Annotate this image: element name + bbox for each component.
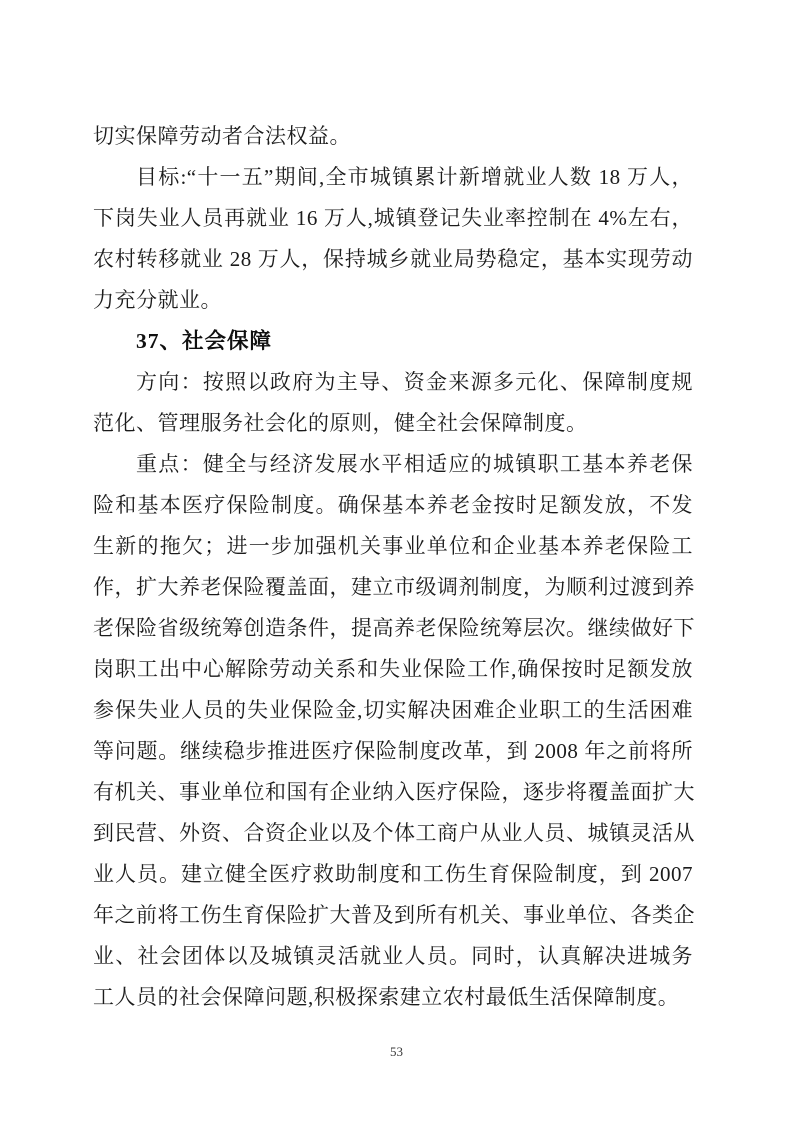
text-line: 有机关、事业单位和国有企业纳入医疗保险，逐步将覆盖面扩大	[93, 780, 695, 804]
text-line: 力充分就业。	[93, 288, 222, 312]
paragraph-key-points	[93, 444, 693, 1018]
text-line: 范化、管理服务社会化的原则，健全社会保障制度。	[93, 411, 588, 435]
text-line: 目标:“十一五”期间,全市城镇累计新增就业人数 18 万人，	[136, 165, 693, 189]
text-line: 险和基本医疗保险制度。确保基本养老金按时足额发放，不发	[93, 493, 693, 517]
text-line: 老保险省级统筹创造条件，提高养老保险统筹层次。继续做好下	[93, 616, 695, 640]
text-line: 重点：健全与经济发展水平相适应的城镇职工基本养老保	[136, 452, 693, 476]
text-line: 等问题。继续稳步推进医疗保险制度改革，到 2008 年之前将所	[93, 739, 693, 763]
text-line: 作，扩大养老保险覆盖面，建立市级调剂制度，为顺利过渡到养	[93, 575, 695, 599]
text-line: 生新的拖欠；进一步加强机关事业单位和企业基本养老保险工	[93, 534, 693, 558]
text-line: 方向：按照以政府为主导、资金来源多元化、保障制度规	[136, 370, 693, 394]
text-line: 农村转移就业 28 万人，保持城乡就业局势稳定，基本实现劳动	[93, 247, 693, 271]
text-line: 岗职工出中心解除劳动关系和失业保险工作,确保按时足额发放	[93, 657, 693, 681]
text-line: 下岗失业人员再就业 16 万人,城镇登记失业率控制在 4%左右，	[93, 206, 693, 230]
text-line: 业人员。建立健全医疗救助制度和工伤生育保险制度，到 2007	[93, 862, 693, 886]
text-line: 业、社会团体以及城镇灵活就业人员。同时，认真解决进城务	[93, 944, 693, 968]
paragraph-direction	[93, 362, 693, 444]
paragraph-rights-continuation	[93, 116, 693, 157]
text-line: 年之前将工伤生育保险扩大普及到所有机关、事业单位、各类企	[93, 903, 695, 927]
text-block	[93, 116, 693, 1018]
text-line: 到民营、外资、合资企业以及个体工商户从业人员、城镇灵活从	[93, 821, 695, 845]
page-number: 53	[390, 1044, 403, 1059]
paragraph-goals	[93, 157, 693, 321]
section-heading: 37、社会保障	[136, 329, 273, 353]
text-line: 参保失业人员的失业保险金,切实解决困难企业职工的生活困难	[93, 698, 693, 722]
text-line: 切实保障劳动者合法权益。	[93, 124, 351, 148]
text-line: 工人员的社会保障问题,积极探索建立农村最低生活保障制度。	[93, 985, 680, 1009]
